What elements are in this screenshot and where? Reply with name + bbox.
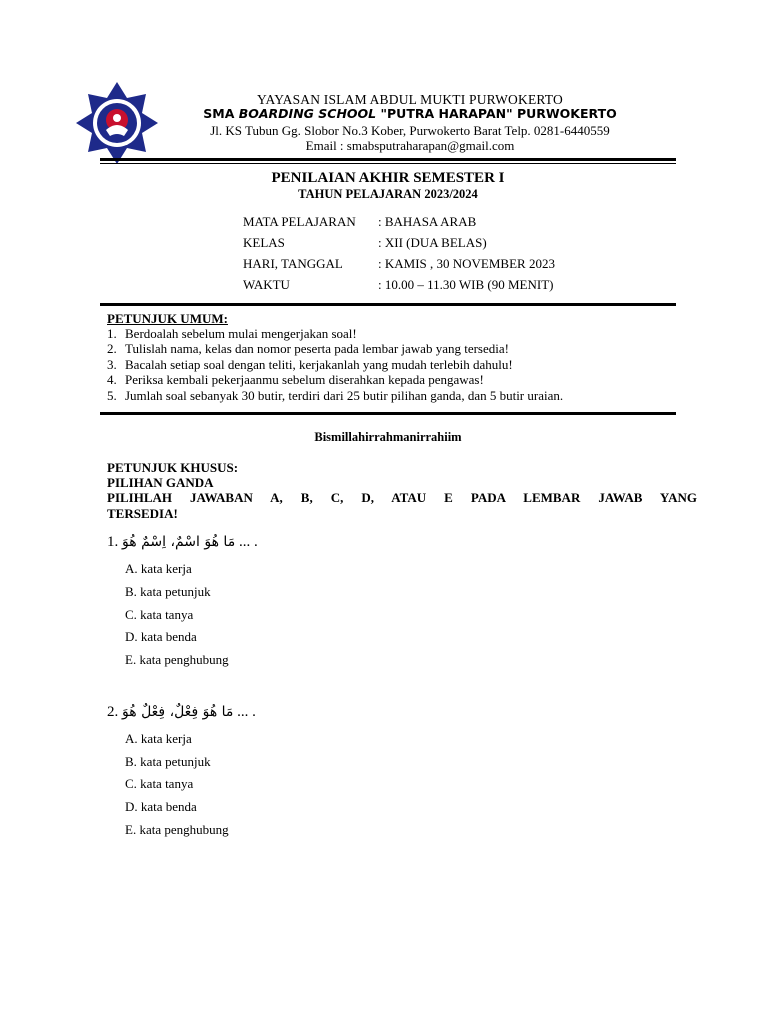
list-item: 1. Berdoalah sebelum mulai mengerjakan soal! bbox=[107, 326, 357, 341]
info-value: : XII (DUA BELAS) bbox=[378, 235, 487, 250]
info-value: : BAHASA ARAB bbox=[378, 214, 477, 229]
option: D. kata benda bbox=[125, 799, 197, 814]
info-label: HARI, TANGGAL bbox=[243, 256, 343, 271]
general-instructions-list bbox=[107, 326, 563, 403]
school-name: SMA BOARDING SCHOOL "PUTRA HARAPAN" PURWOKERTO bbox=[203, 106, 617, 121]
option: C. kata tanya bbox=[125, 607, 194, 622]
letterhead-divider-thin bbox=[100, 163, 676, 164]
info-label: WAKTU bbox=[243, 277, 290, 292]
option: B. kata petunjuk bbox=[125, 584, 211, 599]
info-value: : 10.00 – 11.30 WIB (90 MENIT) bbox=[378, 277, 554, 292]
question-2: 2. مَا هُوَ فِعْلٌ، فِعْلٌ هُوَ ... . bbox=[107, 704, 256, 720]
option: A. kata kerja bbox=[125, 561, 192, 576]
foundation-name: YAYASAN ISLAM ABDUL MUKTI PURWOKERTO bbox=[257, 92, 563, 107]
info-label: MATA PELAJARAN bbox=[243, 214, 356, 229]
section-divider bbox=[100, 412, 676, 415]
specific-instructions-title: PETUNJUK KHUSUS: bbox=[107, 460, 239, 475]
section-title: PILIHAN GANDA bbox=[107, 475, 214, 490]
option: E. kata penghubung bbox=[125, 822, 229, 837]
list-item: 5. Jumlah soal sebanyak 30 butir, terdiri dari 25 butir pilihan ganda, dan 5 butir uraian. bbox=[107, 387, 564, 403]
option: A. kata kerja bbox=[125, 731, 192, 746]
option: E. kata penghubung bbox=[125, 652, 229, 667]
specific-instruction-text: PILIHLAH JAWABAN A, B, C, D, ATAU E PADA LEMBAR JAWAB YANG bbox=[107, 490, 697, 505]
option: C. kata tanya bbox=[125, 776, 194, 791]
school-logo bbox=[74, 80, 160, 166]
info-label: KELAS bbox=[243, 235, 285, 250]
question-1: 1. مَا هُوَ اسْمٌ، اِسْمٌ هُوَ ... . bbox=[107, 534, 258, 550]
list-item: 3. Bacalah setiap soal dengan teliti, kerjakanlah yang mudah terlebih dahulu! bbox=[107, 356, 513, 372]
letterhead-divider bbox=[100, 158, 676, 161]
option: D. kata benda bbox=[125, 629, 197, 644]
school-address: Jl. KS Tubun Gg. Slobor No.3 Kober, Purwokerto Barat Telp. 0281-6440559 bbox=[210, 123, 610, 138]
general-instructions-title: PETUNJUK UMUM: bbox=[107, 311, 228, 326]
bismillah: Bismillahirrahmanirrahiim bbox=[314, 430, 462, 444]
list-item: 2. Tulislah nama, kelas dan nomor peserta pada lembar jawab yang tersedia! bbox=[107, 341, 509, 357]
option: B. kata petunjuk bbox=[125, 754, 211, 769]
specific-instruction-text-cont: TERSEDIA! bbox=[107, 506, 178, 521]
section-divider bbox=[100, 303, 676, 306]
exam-title: PENILAIAN AKHIR SEMESTER I bbox=[271, 170, 505, 186]
info-value: : KAMIS , 30 NOVEMBER 2023 bbox=[378, 256, 555, 271]
school-email: Email : smabsputraharapan@gmail.com bbox=[305, 138, 515, 153]
exam-year: TAHUN PELAJARAN 2023/2024 bbox=[298, 187, 478, 201]
list-item: 4. Periksa kembali pekerjaanmu sebelum diserahkan kepada pengawas! bbox=[107, 372, 484, 388]
